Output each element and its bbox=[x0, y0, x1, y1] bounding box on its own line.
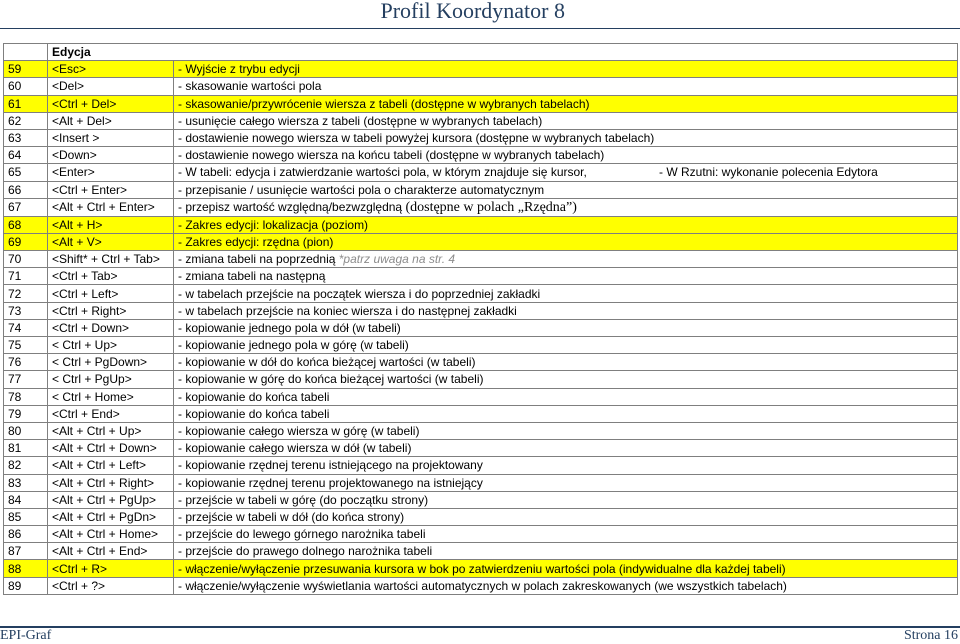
shortcut-keys: <Ctrl + Down> bbox=[48, 319, 174, 336]
table-row bbox=[4, 526, 958, 543]
description-text: - przejście w tabeli w dół (do końca strony) bbox=[178, 509, 405, 524]
table-row bbox=[4, 405, 958, 422]
table-row bbox=[4, 577, 958, 594]
shortcut-keys: <Alt + Ctrl + End> bbox=[48, 543, 174, 560]
description-text: - kopiowanie w dół do końca bieżącej wartości (w tabeli) bbox=[178, 355, 476, 370]
row-number: 87 bbox=[4, 543, 48, 560]
description-text: - Zakres edycji: lokalizacja (poziom) bbox=[178, 217, 369, 232]
shortcut-description bbox=[174, 491, 958, 508]
description-extra: - W Rzutni: wykonanie polecenia Edytora bbox=[659, 165, 878, 180]
row-number: 59 bbox=[4, 61, 48, 78]
table-row bbox=[4, 95, 958, 112]
shortcut-keys: <Ctrl + Tab> bbox=[48, 268, 174, 285]
shortcut-description bbox=[174, 543, 958, 560]
shortcut-keys: <Alt + Del> bbox=[48, 112, 174, 129]
table-row bbox=[4, 285, 958, 302]
table-row bbox=[4, 354, 958, 371]
shortcut-description bbox=[174, 268, 958, 285]
row-number: 66 bbox=[4, 181, 48, 198]
table-row bbox=[4, 560, 958, 577]
table-row bbox=[4, 268, 958, 285]
description-text: - zmiana tabeli na następną bbox=[178, 269, 326, 284]
description-text: - skasowanie wartości pola bbox=[178, 79, 322, 94]
description-text: - włączenie/wyłączenie wyświetlania wartości automatycznych w polach zakreskowanych (we wszystkich tabelach) bbox=[178, 578, 787, 593]
table-row bbox=[4, 371, 958, 388]
shortcut-description bbox=[174, 388, 958, 405]
table-row bbox=[4, 543, 958, 560]
table-row bbox=[4, 112, 958, 129]
description-text: - usunięcie całego wiersza z tabeli (dostępne w wybranych tabelach) bbox=[178, 113, 543, 128]
section-title: Edycja bbox=[48, 44, 958, 61]
description-footnote-ref: *patrz uwaga na str. 4 bbox=[338, 252, 456, 267]
table-row bbox=[4, 457, 958, 474]
row-number: 71 bbox=[4, 268, 48, 285]
description-text: - włączenie/wyłączenie przesuwania kursora w bok po zatwierdzeniu wartości pola (indywidualne dla każdej tabeli) bbox=[178, 561, 786, 576]
description-text: - dostawienie nowego wiersza na końcu tabeli (dostępne w wybranych tabelach) bbox=[178, 148, 605, 163]
shortcut-keys: <Esc> bbox=[48, 61, 174, 78]
footer-page-number: Strona 16 bbox=[903, 628, 958, 643]
shortcut-keys: <Alt + Ctrl + Down> bbox=[48, 440, 174, 457]
description-text: - przepisz wartość względną/bezwzględną bbox=[178, 199, 406, 214]
description-text: - W tabeli: edycja i zatwierdzanie wartości pola, w którym znajduje się kursor, bbox=[178, 165, 587, 180]
table-row bbox=[4, 61, 958, 78]
table-row bbox=[4, 388, 958, 405]
table-row bbox=[4, 164, 958, 181]
row-number: 79 bbox=[4, 405, 48, 422]
row-number: 69 bbox=[4, 233, 48, 250]
shortcut-description bbox=[174, 181, 958, 198]
table-row bbox=[4, 181, 958, 198]
row-number: 73 bbox=[4, 302, 48, 319]
shortcut-keys: <Alt + Ctrl + Up> bbox=[48, 422, 174, 439]
description-text: - kopiowanie rzędnej terenu projektowanego na istniejący bbox=[178, 475, 483, 490]
shortcut-description bbox=[174, 112, 958, 129]
shortcut-keys: < Ctrl + Home> bbox=[48, 388, 174, 405]
footer-company: EPI-Graf bbox=[0, 628, 52, 643]
table-row bbox=[4, 129, 958, 146]
shortcut-keys: <Ctrl + End> bbox=[48, 405, 174, 422]
description-text: - kopiowanie jednego pola w dół (w tabeli) bbox=[178, 320, 401, 335]
shortcut-description bbox=[174, 198, 958, 216]
shortcut-keys: <Alt + Ctrl + PgDn> bbox=[48, 508, 174, 525]
section-header-empty-cell bbox=[4, 44, 48, 61]
row-number: 88 bbox=[4, 560, 48, 577]
shortcut-keys: <Alt + Ctrl + Left> bbox=[48, 457, 174, 474]
shortcut-keys: <Alt + Ctrl + Right> bbox=[48, 474, 174, 491]
description-text: - kopiowanie całego wiersza w górę (w tabeli) bbox=[178, 424, 420, 439]
shortcut-keys: <Alt + H> bbox=[48, 216, 174, 233]
shortcut-keys: <Ctrl + Del> bbox=[48, 95, 174, 112]
description-text: - w tabelach przejście na początek wiersza i do poprzedniej zakładki bbox=[178, 286, 541, 301]
shortcut-description bbox=[174, 526, 958, 543]
shortcut-description bbox=[174, 457, 958, 474]
description-text: - przejście do lewego górnego narożnika tabeli bbox=[178, 527, 426, 542]
header-divider bbox=[0, 28, 960, 29]
shortcut-description bbox=[174, 405, 958, 422]
description-text: - przejście w tabeli w górę (do początku strony) bbox=[178, 492, 429, 507]
shortcut-keys: <Down> bbox=[48, 147, 174, 164]
shortcut-description bbox=[174, 251, 958, 268]
shortcut-keys: < Ctrl + Up> bbox=[48, 337, 174, 354]
shortcut-keys: <Insert > bbox=[48, 129, 174, 146]
row-number: 85 bbox=[4, 508, 48, 525]
table-row bbox=[4, 337, 958, 354]
shortcut-keys: <Alt + Ctrl + PgUp> bbox=[48, 491, 174, 508]
table-row bbox=[4, 251, 958, 268]
row-number: 81 bbox=[4, 440, 48, 457]
table-row bbox=[4, 508, 958, 525]
description-text: - w tabelach przejście na koniec wiersza i do następnej zakładki bbox=[178, 303, 517, 318]
table-row bbox=[4, 440, 958, 457]
shortcut-keys: < Ctrl + PgUp> bbox=[48, 371, 174, 388]
row-number: 83 bbox=[4, 474, 48, 491]
description-text: - zmiana tabeli na poprzednią bbox=[178, 252, 339, 267]
shortcut-keys: <Alt + Ctrl + Home> bbox=[48, 526, 174, 543]
shortcut-keys: <Del> bbox=[48, 78, 174, 95]
shortcut-keys: <Ctrl + Right> bbox=[48, 302, 174, 319]
shortcut-description bbox=[174, 560, 958, 577]
row-number: 77 bbox=[4, 371, 48, 388]
shortcut-description bbox=[174, 95, 958, 112]
shortcut-description bbox=[174, 354, 958, 371]
description-text: - kopiowanie jednego pola w górę (w tabeli) bbox=[178, 338, 409, 353]
row-number: 80 bbox=[4, 422, 48, 439]
row-number: 82 bbox=[4, 457, 48, 474]
table-row bbox=[4, 319, 958, 336]
shortcut-description bbox=[174, 371, 958, 388]
shortcut-keys: <Shift* + Ctrl + Tab> bbox=[48, 251, 174, 268]
shortcut-description bbox=[174, 233, 958, 250]
shortcut-description bbox=[174, 302, 958, 319]
description-text: - dostawienie nowego wiersza w tabeli powyżej kursora (dostępne w wybranych tabelach) bbox=[178, 131, 655, 146]
shortcuts-table bbox=[3, 43, 958, 595]
shortcut-description bbox=[174, 129, 958, 146]
table-row bbox=[4, 491, 958, 508]
description-text: - kopiowanie całego wiersza w dół (w tabeli) bbox=[178, 441, 412, 456]
shortcut-description bbox=[174, 440, 958, 457]
row-number: 84 bbox=[4, 491, 48, 508]
row-number: 76 bbox=[4, 354, 48, 371]
row-number: 70 bbox=[4, 251, 48, 268]
row-number: 78 bbox=[4, 388, 48, 405]
table-row bbox=[4, 302, 958, 319]
shortcut-description bbox=[174, 216, 958, 233]
table-row bbox=[4, 78, 958, 95]
row-number: 67 bbox=[4, 198, 48, 216]
shortcut-keys: <Alt + V> bbox=[48, 233, 174, 250]
description-text: - kopiowanie do końca tabeli bbox=[178, 389, 330, 404]
description-text: - Wyjście z trybu edycji bbox=[178, 62, 300, 77]
row-number: 75 bbox=[4, 337, 48, 354]
description-text: - kopiowanie rzędnej terenu istniejącego na projektowany bbox=[178, 458, 483, 473]
shortcut-description bbox=[174, 508, 958, 525]
row-number: 86 bbox=[4, 526, 48, 543]
shortcut-keys: <Ctrl + Enter> bbox=[48, 181, 174, 198]
row-number: 89 bbox=[4, 577, 48, 594]
row-number: 65 bbox=[4, 164, 48, 181]
shortcut-description bbox=[174, 78, 958, 95]
row-number: 62 bbox=[4, 112, 48, 129]
description-text: - przepisanie / usunięcie wartości pola o charakterze automatycznym bbox=[178, 182, 545, 197]
description-text: - przejście do prawego dolnego narożnika tabeli bbox=[178, 544, 433, 559]
shortcut-description bbox=[174, 577, 958, 594]
shortcut-description bbox=[174, 422, 958, 439]
description-text: - Zakres edycji: rzędna (pion) bbox=[178, 234, 334, 249]
row-number: 68 bbox=[4, 216, 48, 233]
table-row bbox=[4, 422, 958, 439]
description-text: - kopiowanie w górę do końca bieżącej wartości (w tabeli) bbox=[178, 372, 484, 387]
row-number: 72 bbox=[4, 285, 48, 302]
shortcut-description bbox=[174, 319, 958, 336]
table-row bbox=[4, 216, 958, 233]
row-number: 61 bbox=[4, 95, 48, 112]
shortcut-description bbox=[174, 474, 958, 491]
shortcut-keys: < Ctrl + PgDown> bbox=[48, 354, 174, 371]
shortcut-description bbox=[174, 61, 958, 78]
footer-divider bbox=[0, 626, 960, 628]
shortcut-keys: <Alt + Ctrl + Enter> bbox=[48, 198, 174, 216]
shortcut-description bbox=[174, 164, 958, 181]
description-text: - skasowanie/przywrócenie wiersza z tabeli (dostępne w wybranych tabelach) bbox=[178, 96, 590, 111]
row-number: 63 bbox=[4, 129, 48, 146]
shortcut-keys: <Ctrl + Left> bbox=[48, 285, 174, 302]
table-row bbox=[4, 147, 958, 164]
description-note: (dostępne w polach „Rzędna”) bbox=[405, 199, 577, 215]
row-number: 60 bbox=[4, 78, 48, 95]
table-row bbox=[4, 198, 958, 216]
shortcut-description bbox=[174, 337, 958, 354]
description-text: - kopiowanie do końca tabeli bbox=[178, 406, 330, 421]
shortcut-keys: <Ctrl + ?> bbox=[48, 577, 174, 594]
shortcut-keys: <Ctrl + R> bbox=[48, 560, 174, 577]
section-header-row bbox=[4, 44, 958, 61]
row-number: 64 bbox=[4, 147, 48, 164]
shortcut-description bbox=[174, 285, 958, 302]
table-row bbox=[4, 474, 958, 491]
row-number: 74 bbox=[4, 319, 48, 336]
table-row bbox=[4, 233, 958, 250]
page-header-title: Profil Koordynator 8 bbox=[380, 0, 565, 23]
shortcut-keys: <Enter> bbox=[48, 164, 174, 181]
shortcut-description bbox=[174, 147, 958, 164]
